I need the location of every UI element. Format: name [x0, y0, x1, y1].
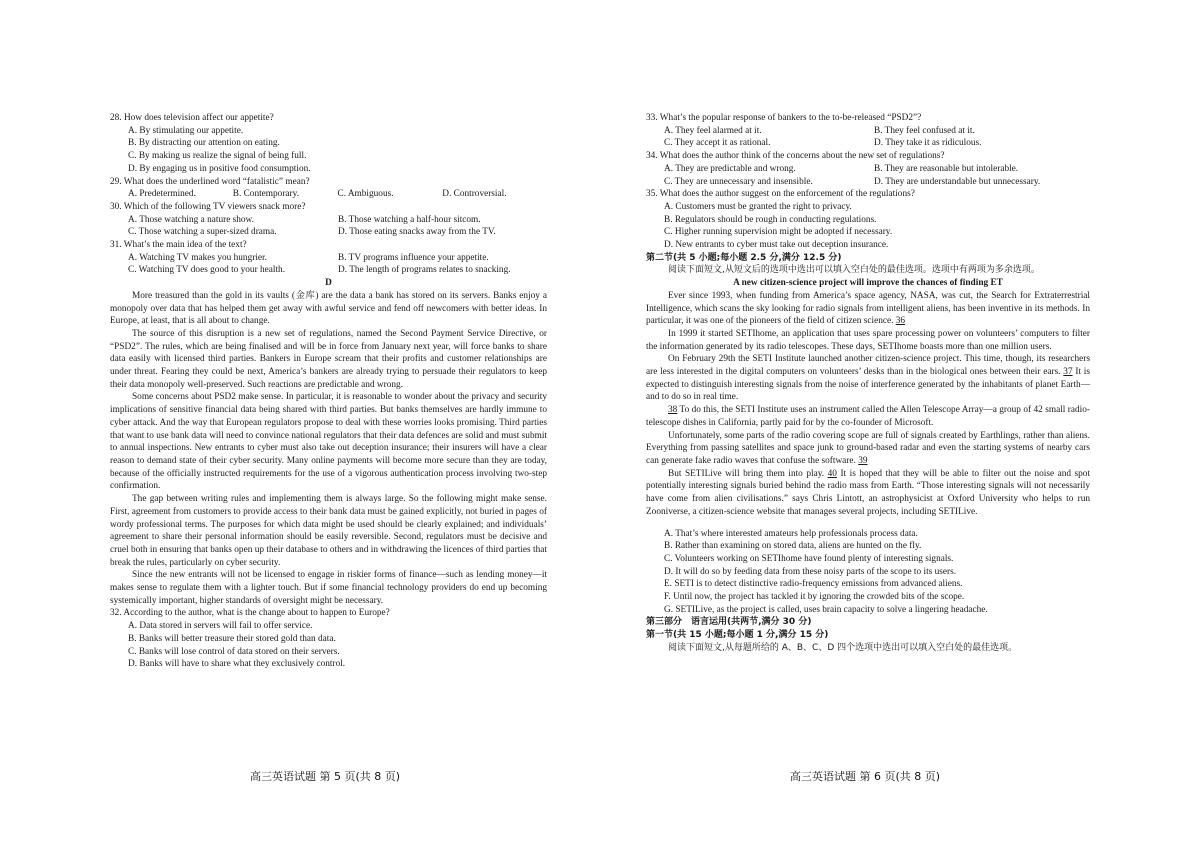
- q29-option-c: C. Ambiguous.: [337, 189, 394, 200]
- q34-option-d: D. They are understandable but unnecessary.: [874, 176, 1041, 187]
- passage-d-paragraph-4: The gap between writing rules and implementing them is always large. So the following might make sense. First, agreement from customers to provide access to their bank data must be gained explicitly, not buried in pages of wordy professional terms. The purposes for which data might be used should be clearly explained; and individuals’ agreement to share their personal information should be easily reversible. Second, regulators must be decisive and cruel both in ensuring that banks open up their database to others and in withdrawing the licences of third parties that break the rules, particularly on cyber security.: [110, 494, 547, 568]
- q33-option-b: B. They feel confused at it.: [874, 125, 975, 136]
- passage-title: A new citizen-science project will improve the chances of finding ET: [733, 278, 1003, 289]
- q31-options-ab: [110, 252, 547, 265]
- q31-options-cd: [110, 264, 547, 277]
- q28-option-a: A. By stimulating our appetite.: [128, 125, 244, 136]
- left-page: [110, 112, 547, 671]
- q28-option-d: D. By engaging us in positive food consumption.: [128, 163, 311, 174]
- q31-option-c: C. Watching TV does good to your health.: [128, 265, 286, 276]
- q34-option-b: B. They are reasonable but intolerable.: [874, 163, 1019, 174]
- passage-paragraph-3: [646, 353, 1090, 404]
- q31-option-a: A. Watching TV makes you hungrier.: [128, 252, 267, 263]
- passage-d-paragraph-2: The source of this disruption is a new set of regulations, named the Second Payment Service Directive, or “PSD2”. The rules, which are being finalised and will be in force from January next year, will force banks to share data easily with licensed third parties. Bankers in Europe scream that their profits and customer relationships are under threat. Fearing they could be next, America’s bankers are already trying to persuade their regulators to keep their data monopoly well-preserved. Such reactions are predictable and wrong.: [110, 328, 547, 390]
- q29-option-a: A. Predetermined.: [128, 189, 196, 200]
- q29-option-b: B. Contemporary.: [232, 189, 300, 200]
- passage-d-paragraph-3: Some concerns about PSD2 make sense. In particular, it is reasonable to wonder about the privacy and security implications of sensitive financial data being shared with third parties. But banks themselves are hardly immune to cyber attack. And the way that European regulators propose to deal with these worries looks promising. Third parties that want to use bank data will need to convince national regulators that their data defences are solid and must submit to annual inspections. New entrants to cyber must also take out deception insurance; their insurers will have a clear reason to demand state of their cyber security. Many online payments will become more secure than they are today, because of the officially instructed requirements for the use of a vigorous authentication process involving two-step confirmation.: [110, 392, 547, 492]
- question-30: 30. Which of the following TV viewers snack more?: [110, 201, 306, 212]
- q33-option-c: C. They accept it as rational.: [664, 138, 771, 149]
- question-28: 28. How does television affect our appetite?: [110, 113, 274, 123]
- q34-option-c: C. They are unnecessary and insensible.: [664, 176, 813, 187]
- page-5-footer: 高三英语试题 第 5 页(共 8 页): [250, 770, 401, 783]
- paragraph-3-text-b: It is expected to distinguish interesting signals from the noise of interference generated by the inhabitants of planet Earth—and to do so in real time.: [646, 367, 1090, 403]
- q34-options-ab: [646, 163, 1090, 176]
- part-3-title: 第三部分 语言运用(共两节,满分 30 分): [646, 617, 812, 628]
- blank-39: 39: [858, 455, 868, 466]
- passage-paragraph-6: [646, 468, 1090, 519]
- q34-option-a: A. They are predictable and wrong.: [664, 163, 796, 174]
- passage-option-f: F. Until now, the project has tackled it by ignoring the crowded bits of the scope.: [664, 592, 965, 603]
- section-2-title: 第二节(共 5 小题;每小题 2.5 分,满分 12.5 分): [646, 252, 842, 263]
- passage-option-d: D. It will do so by feeding data from these noisy parts of the scope to its users.: [664, 566, 957, 577]
- paragraph-1-text: Ever since 1993, when funding from America’s space agency, NASA, was cut, the Search for Extraterrestrial Intelligence, which scans the sky looking for radio signals from intelligent aliens, has been inventive in its methods. In particular, it was one of the pioneers of the field of citizen science.: [646, 290, 1090, 327]
- passage-d-paragraph-1: More treasured than the gold in its vaults (金库) are the data a bank has stored on its servers. Banks enjoy a monopoly over data that has helped them get away with awful service and fend off newcomers with better ideas. In Europe, at least, that is all about to change.: [110, 290, 547, 327]
- spacer: [646, 519, 1090, 528]
- question-33: 33. What’s the popular response of bankers to the to-be-released “PSD2”?: [646, 113, 922, 123]
- section-1-title: 第一节(共 15 小题;每小题 1 分,满分 15 分): [646, 630, 829, 641]
- paragraph-6-text-a: But SETILive will bring them into play.: [668, 468, 825, 479]
- question-34: 34. What does the author think of the concerns about the new set of regulations?: [646, 151, 945, 162]
- blank-38: 38: [668, 405, 678, 416]
- paragraph-5-text: Unfortunately, some parts of the radio covering scope are full of signals created by Earthlings, rather than aliens. Everything from passing satellites and space junk to ground-based radar and even the starting systems of nearby cars can generate fake radio waves that confuse the software.: [646, 430, 1090, 466]
- section-d-heading: D: [325, 278, 332, 289]
- q30-option-a: A. Those watching a nature show.: [128, 214, 254, 225]
- passage-option-g: G. SETILive, as the project is called, uses brain capacity to solve a lingering headache.: [664, 604, 988, 615]
- q35-option-a: A. Customers must be granted the right to privacy.: [664, 201, 852, 212]
- q33-option-a: A. They feel alarmed at it.: [664, 125, 762, 136]
- q32-option-a: A. Data stored in servers will fail to offer service.: [128, 621, 313, 632]
- q35-option-d: D. New entrants to cyber must take out deception insurance.: [664, 240, 889, 251]
- passage-d-paragraph-5: Since the new entrants will not be licensed to engage in riskier forms of finance—such as lending money—it makes sense to regulate them with a lighter touch. But if some financial technology providers do end up becoming systemically important, higher standards of oversight might be necessary.: [110, 570, 547, 606]
- paragraph-4-text: To do this, the SETI Institute uses an instrument called the Allen Telescope Array—a group of 42 small radio-telescope dishes in California, partly paid for by the co-founder of Microsoft.: [646, 405, 1090, 428]
- q30-option-c: C. Those watching a super-sized drama.: [128, 227, 277, 238]
- q30-options-ab: [110, 214, 547, 227]
- q29-option-d: D. Controversial.: [442, 189, 507, 200]
- blank-36: 36: [895, 316, 906, 327]
- q30-options-cd: [110, 226, 547, 239]
- q34-options-cd: [646, 176, 1090, 189]
- question-32: 32. According to the author, what is the change about to happen to Europe?: [110, 608, 390, 619]
- passage-option-e: E. SETI is to detect distinctive radio-frequency emissions from advanced aliens.: [664, 579, 963, 590]
- passage-option-a: A. That’s where interested amateurs help professionals process data.: [664, 528, 918, 539]
- q32-option-d: D. Banks will have to share what they exclusively control.: [128, 659, 346, 670]
- q29-options: [110, 188, 547, 201]
- passage-paragraph-5: [646, 430, 1090, 468]
- q33-option-d: D. They take it as ridiculous.: [874, 138, 982, 149]
- q28-option-b: B. By distracting our attention on eating.: [128, 138, 280, 149]
- paragraph-6-text-b: It is hoped that they will be able to filter out the noise and spot potentially interesting signals buried behind the radio mass from Earth. “Those interesting signals will not necessarily have come from alien civilisations.” says Chris Lintott, an astrophysicist at Oxford University who helps to run Zooniverse, a citizen-science website that manages several projects, including SETILive.: [646, 468, 1091, 517]
- q30-option-b: B. Those watching a half-hour sitcom.: [338, 214, 481, 225]
- question-29: 29. What does the underlined word “fatalistic” mean?: [110, 176, 310, 187]
- question-35: 35. What does the author suggest on the enforcement of the regulations?: [646, 189, 915, 200]
- q33-options-ab: [646, 125, 1090, 138]
- passage-option-b: B. Rather than examining on stored data, aliens are hunted on the fly.: [664, 541, 922, 552]
- blank-37: 37: [1063, 367, 1073, 378]
- q31-option-d: D. The length of programs relates to snacking.: [338, 265, 511, 276]
- section-1-instructions: 阅读下面短文,从每题所给的 A、B、C、D 四个选项中选出可以填入空白处的最佳选项。: [668, 642, 1018, 653]
- right-page: [646, 112, 1090, 655]
- section-2-instructions: 阅读下面短文,从短文后的选项中选出可以填入空白处的最佳选项。选项中有两项为多余选项。: [668, 265, 1040, 276]
- q33-options-cd: [646, 137, 1090, 150]
- page-6-footer: 高三英语试题 第 6 页(共 8 页): [790, 770, 941, 783]
- blank-40: 40: [827, 468, 837, 479]
- q28-option-c: C. By making us realize the signal of being full.: [128, 151, 307, 162]
- paragraph-3-text-a: On February 29th the SETI Institute launched another citizen-science project. This time, though, its researchers are less interested in the digital computers on volunteers’ desks than in the biological ones between their ears.: [646, 354, 1090, 378]
- passage-paragraph-4: [646, 404, 1090, 429]
- passage-paragraph-2: In 1999 it started SETIhome, an application that uses spare processing power on volunteers’ computers to filter the information generated by its radio telescopes. These days, SETIhome boasts more than one million users.: [646, 328, 1090, 352]
- passage-paragraph-1: [646, 290, 1090, 328]
- q32-option-c: C. Banks will lose control of data stored on their servers.: [128, 646, 340, 657]
- q35-option-c: C. Higher running supervision might be adopted if necessary.: [664, 227, 893, 238]
- passage-option-c: C. Volunteers working on SETIhome have found plenty of interesting signals.: [664, 553, 954, 564]
- q35-option-b: B. Regulators should be rough in conducting regulations.: [664, 214, 877, 225]
- question-31: 31. What’s the main idea of the text?: [110, 240, 247, 251]
- q31-option-b: B. TV programs influence your appetite.: [338, 252, 489, 263]
- q30-option-d: D. Those eating snacks away from the TV.: [338, 227, 496, 238]
- q32-option-b: B. Banks will better treasure their stored gold than data.: [128, 633, 336, 644]
